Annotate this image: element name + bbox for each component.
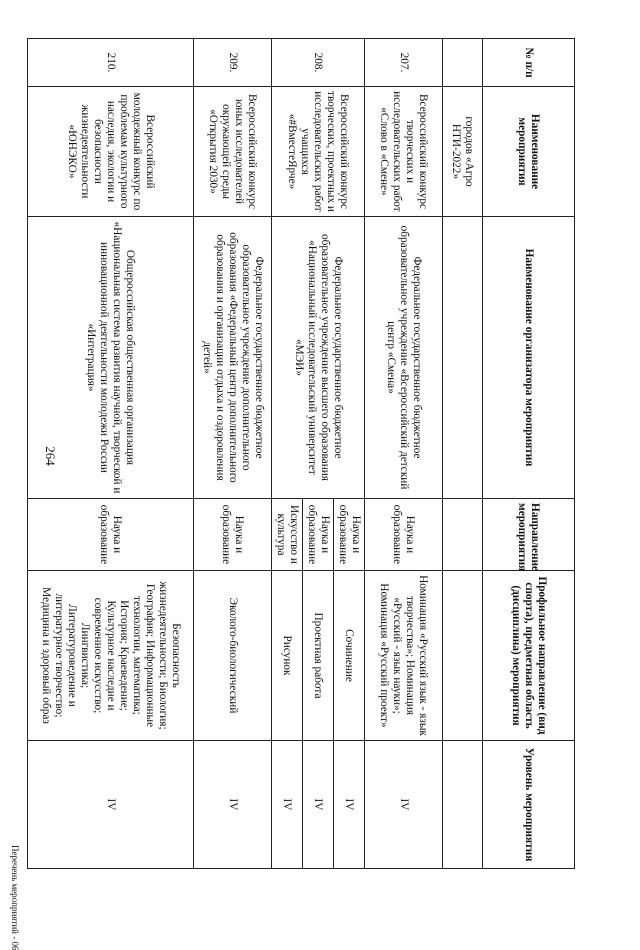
- table-row: [334, 39, 365, 869]
- row-profile: Рисунок: [272, 571, 303, 741]
- header-profile: Профильное направление (вид спорта), предметная область (дисциплина) мероприятия: [483, 571, 575, 741]
- row-direction: Наука и образование: [303, 499, 334, 571]
- page-number: 264: [42, 446, 58, 466]
- continuation-organizer: [443, 217, 483, 499]
- row-profile: Номинация «Русский язык - язык творчества»; Номинация «Русский - язык науки»; Номинация «Русский проект»: [365, 571, 443, 741]
- continuation-row: [443, 39, 483, 869]
- row-profile: Эколого-биологический: [194, 571, 272, 741]
- row-num: 210.: [28, 39, 194, 87]
- continuation-profile: [443, 571, 483, 741]
- continuation-level: [443, 741, 483, 869]
- row-profile: Сочинение: [334, 571, 365, 741]
- row-num: 208.: [272, 39, 365, 87]
- continuation-direction: [443, 499, 483, 571]
- row-profile: Безопасность жизнедеятельности; Биология; География; Информационные технологии, математика; История; Краеведение; Культурное наследие и современное искусство; Лингвистика; Литературоведение и литературное творчество; Медицина и здоровый образ: [28, 571, 194, 741]
- row-organizer: Общероссийская общественная организация «Национальная система развития научной, творческой и инновационной деятельности молодежи России «Интеграция»: [28, 217, 194, 499]
- row-num: 209.: [194, 39, 272, 87]
- row-level: IV: [28, 741, 194, 869]
- continuation-num: [443, 39, 483, 87]
- header-name: Наименование мероприятия: [483, 87, 575, 217]
- continuation-name: городов «Агро НТИ-2022»: [443, 87, 483, 217]
- row-level: IV: [365, 741, 443, 869]
- row-direction: Наука и образование: [334, 499, 365, 571]
- header-row: [483, 39, 575, 869]
- row-level: IV: [194, 741, 272, 869]
- row-name: Всероссийский конкурс творческих и исследовательских работ «Слово в «Смене»: [365, 87, 443, 217]
- row-organizer: Федеральное государственное бюджетное образовательное учреждение высшего образования «Национальный исследовательский университет «МЭИ»: [272, 217, 365, 499]
- row-organizer: Федеральное государственное бюджетное образовательное учреждение дополнительного образования «Федеральный центр дополнительного образования и организации отдыха и оздоровления детей»: [194, 217, 272, 499]
- table-row: [365, 39, 443, 869]
- header-level: Уровень мероприятия: [483, 741, 575, 869]
- row-profile: Проектная работа: [303, 571, 334, 741]
- header-num: № п/п: [483, 39, 575, 87]
- row-name: Всероссийский конкурс юных исследователей окружающей среды «Открытия 2030»: [194, 87, 272, 217]
- table-row: [28, 39, 194, 869]
- events-table: [27, 38, 575, 869]
- header-organizer: Наименование организатора мероприятия: [483, 217, 575, 499]
- row-name: Всероссийский молодежный конкурс по проблемам культурного наследия, экологии и безопасности жизнедеятельности «ЮНЭКО»: [28, 87, 194, 217]
- row-direction: Наука и образование: [365, 499, 443, 571]
- row-direction: Наука и образование: [28, 499, 194, 571]
- row-level: IV: [303, 741, 334, 869]
- table-row: [194, 39, 272, 869]
- row-direction: Наука и образование: [194, 499, 272, 571]
- row-level: IV: [334, 741, 365, 869]
- header-direction: Направление мероприятия: [483, 499, 575, 571]
- row-level: IV: [272, 741, 303, 869]
- row-name: Всероссийский конкурс творческих, проектных и исследовательских работ учащихся «#ВместеЯрче»: [272, 87, 365, 217]
- row-direction: Искусство и культура: [272, 499, 303, 571]
- row-num: 207.: [365, 39, 443, 87]
- page-footer: Перечень мероприятий - 06: [10, 845, 20, 950]
- row-organizer: Федеральное государственное бюджетное образовательное учреждение «Всероссийский детский центр «Смена»: [365, 217, 443, 499]
